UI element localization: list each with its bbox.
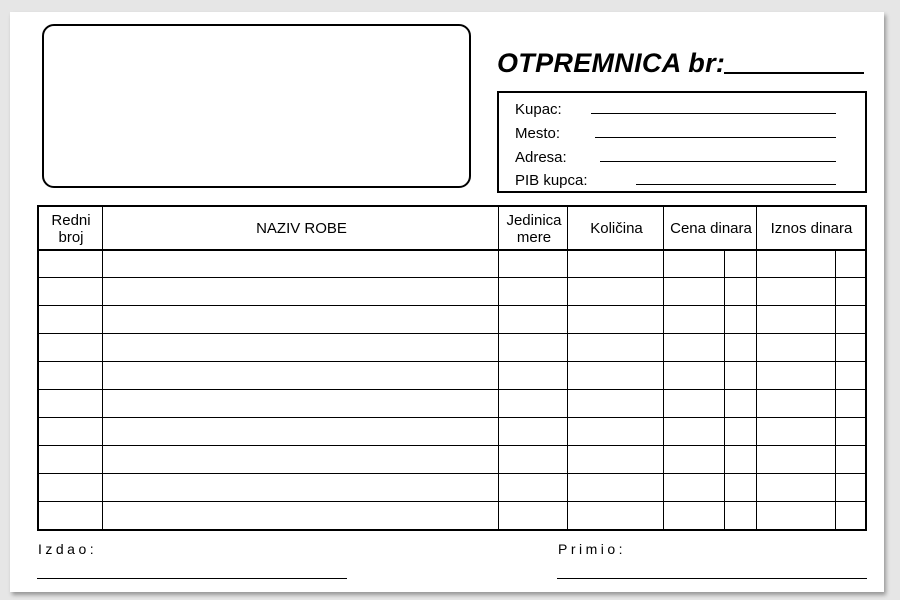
customer-label: Kupac: [515, 101, 562, 118]
issued-by-label: Izdao: [38, 541, 98, 557]
address-label: Adresa: [515, 149, 567, 166]
column-divider [756, 207, 757, 529]
column-divider [663, 207, 664, 529]
city-field[interactable] [595, 137, 836, 138]
document-title: OTPREMNICA br: [497, 48, 726, 78]
city-label: Mesto: [515, 125, 561, 142]
header-iznos: Iznos dinara [770, 220, 853, 237]
column-divider [567, 207, 568, 529]
items-table [37, 205, 867, 531]
row-divider [39, 417, 865, 418]
received-by-signature-field[interactable] [557, 578, 867, 579]
header-redni-broj: Redni broj [51, 211, 91, 246]
row-divider [39, 501, 865, 502]
customer-info-box [497, 91, 867, 193]
header-divider [39, 249, 865, 251]
row-divider [39, 389, 865, 390]
row-divider [39, 473, 865, 474]
issued-by-signature-field[interactable] [37, 578, 347, 579]
received-by-label: Primio: [558, 541, 627, 557]
row-divider [39, 445, 865, 446]
header-kolicina: Količina [590, 220, 643, 237]
row-divider [39, 361, 865, 362]
pib-label: PIB kupca: [515, 172, 588, 189]
header-cena: Cena dinara [670, 220, 752, 237]
document-number-field[interactable] [724, 72, 864, 74]
company-stamp-box [42, 24, 471, 188]
row-divider [39, 277, 865, 278]
header-naziv-robe: NAZIV ROBE [256, 220, 347, 237]
pib-field[interactable] [636, 184, 836, 185]
row-divider [39, 305, 865, 306]
column-divider [102, 207, 103, 529]
header-jedinica-mere: Jedinica mere [506, 211, 562, 246]
row-divider [39, 333, 865, 334]
customer-field[interactable] [591, 113, 836, 114]
address-field[interactable] [600, 161, 836, 162]
column-divider [498, 207, 499, 529]
